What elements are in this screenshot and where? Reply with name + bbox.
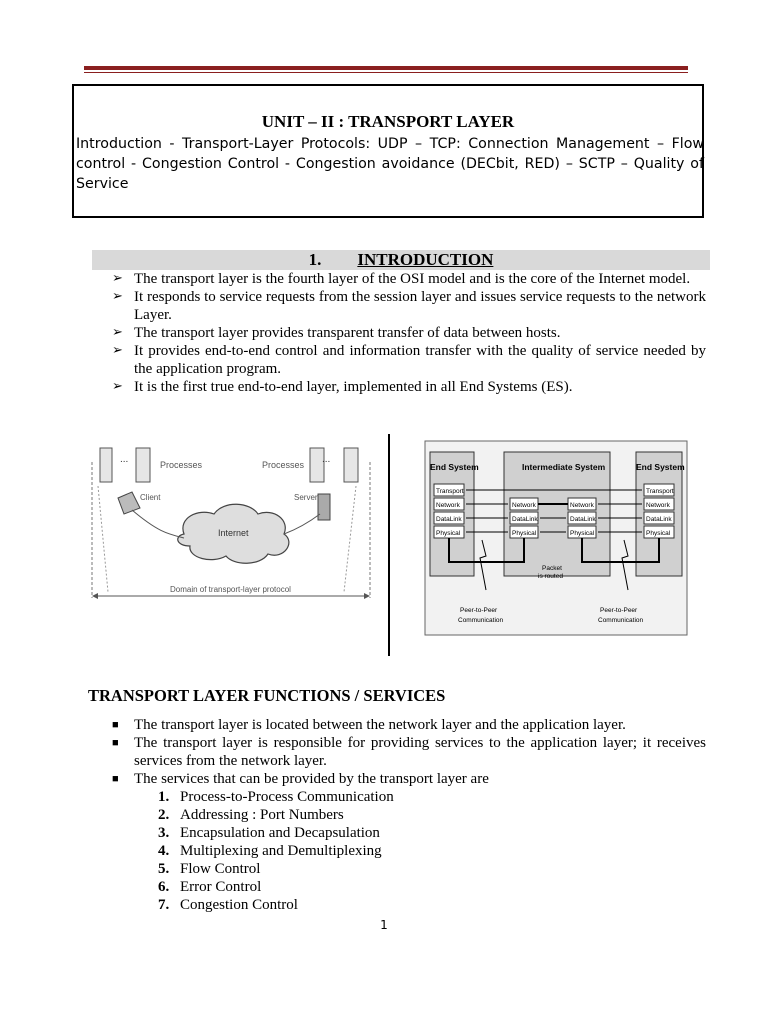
right-computer-icon-2	[344, 448, 358, 482]
header-rule-thick	[84, 66, 688, 70]
unit-header-box	[72, 84, 704, 218]
p2p-right-2: Communication	[598, 617, 644, 624]
list-item: ■ The transport layer is responsible for providing services to the application layer; it receives services from the network layer.	[112, 735, 706, 769]
server-icon	[318, 494, 330, 520]
svg-text:Physical: Physical	[646, 530, 671, 537]
client-label: Client	[140, 493, 161, 502]
square-bullet-icon: ■	[112, 737, 119, 749]
section-title	[92, 250, 710, 270]
list-item: 7. Congestion Control	[158, 897, 298, 913]
left-computer-icon-2	[136, 448, 150, 482]
list-item: ➢ It is the first true end-to-end layer, implemented in all End Systems (ES).	[112, 379, 573, 395]
end-to-end-layers-figure	[424, 440, 688, 636]
arrow-bullet-icon: ➢	[112, 379, 123, 394]
arrow-bullet-icon: ➢	[112, 325, 123, 340]
list-item: 2. Addressing : Port Numbers	[158, 807, 344, 823]
figure-divider	[388, 434, 390, 656]
svg-text:DataLink: DataLink	[512, 516, 538, 523]
left-computer-icon	[100, 448, 112, 482]
functions-heading: TRANSPORT LAYER FUNCTIONS / SERVICES	[88, 686, 446, 705]
svg-text:Transport: Transport	[646, 488, 674, 495]
list-item: ■ The transport layer is located between the network layer and the application layer.	[112, 717, 626, 733]
arrow-bullet-icon: ➢	[112, 289, 123, 304]
client-connection	[132, 510, 184, 538]
svg-text:Network: Network	[570, 502, 594, 509]
page-number: 1	[380, 918, 388, 932]
svg-text:DataLink: DataLink	[646, 516, 672, 523]
packet-label-2: is routed	[538, 573, 563, 580]
list-item: 3. Encapsulation and Decapsulation	[158, 825, 380, 841]
processes-right-label: Processes	[262, 460, 305, 470]
unit-title: UNIT – II : TRANSPORT LAYER	[261, 112, 515, 131]
svg-text:DataLink: DataLink	[570, 516, 596, 523]
square-bullet-icon: ■	[112, 719, 119, 731]
svg-text:Network: Network	[436, 502, 460, 509]
header-rule-thin	[84, 72, 688, 73]
p2p-right-1: Peer-to-Peer	[600, 607, 638, 614]
p2p-left-1: Peer-to-Peer	[460, 607, 498, 614]
laptop-icon	[118, 492, 140, 514]
arrow-bullet-icon: ➢	[112, 271, 123, 286]
list-item: 4. Multiplexing and Demultiplexing	[158, 843, 382, 859]
intermediate-label: Intermediate System	[522, 462, 606, 472]
intermediate-left-stack	[510, 498, 538, 538]
section-number: 1.	[308, 250, 322, 269]
internet-label: Internet	[218, 528, 249, 538]
list-item: 6. Error Control	[158, 879, 262, 895]
end-system-right-label: End System	[636, 462, 685, 472]
left-dots: ...	[120, 454, 129, 465]
unit-topics: Introduction - Transport-Layer Protocols: UDP – TCP: Connection Management – Flow control - Congestion Control - Congestion avoidance (DECbit, RED) – SCTP – Quality of Service	[76, 136, 704, 192]
svg-text:Transport: Transport	[436, 488, 464, 495]
square-bullet-icon: ■	[112, 773, 119, 785]
server-connection	[284, 514, 320, 534]
svg-text:Network: Network	[646, 502, 670, 509]
svg-text:Physical: Physical	[436, 530, 461, 537]
processes-left-label: Processes	[160, 460, 203, 470]
packet-label-1: Packet	[542, 565, 562, 572]
list-item: ■ The services that can be provided by the transport layer are	[112, 771, 489, 787]
end-system-left-label: End System	[430, 462, 479, 472]
intro-bullet-list	[112, 270, 706, 396]
right-dots: ...	[322, 454, 331, 465]
transport-domain-figure	[88, 442, 374, 608]
functions-bullet-list	[112, 716, 706, 788]
list-item: 1. Process-to-Process Communication	[158, 789, 394, 805]
domain-label: Domain of transport-layer protocol	[170, 585, 291, 594]
svg-text:Network: Network	[512, 502, 536, 509]
intermediate-right-stack	[568, 498, 596, 538]
section-title-text: INTRODUCTION	[357, 250, 494, 269]
svg-text:DataLink: DataLink	[436, 516, 462, 523]
p2p-left-2: Communication	[458, 617, 504, 624]
section-heading-bar	[92, 250, 710, 270]
svg-text:Physical: Physical	[512, 530, 537, 537]
list-item: ➢ It provides end-to-end control and information transfer with the quality of service needed by the application program.	[112, 343, 706, 377]
list-item: ➢ It responds to service requests from the session layer and issues service requests to the network Layer.	[112, 289, 706, 323]
domain-dash-left-2	[98, 486, 108, 592]
domain-dash-right-2	[344, 486, 356, 592]
list-item: ➢ The transport layer is the fourth layer of the OSI model and is the core of the Internet model.	[112, 271, 691, 287]
server-label: Server	[294, 493, 318, 502]
arrow-bullet-icon: ➢	[112, 343, 123, 358]
list-item: 5. Flow Control	[158, 861, 261, 877]
services-list	[154, 788, 394, 914]
list-item: ➢ The transport layer provides transparent transfer of data between hosts.	[112, 325, 561, 341]
svg-text:Physical: Physical	[570, 530, 595, 537]
